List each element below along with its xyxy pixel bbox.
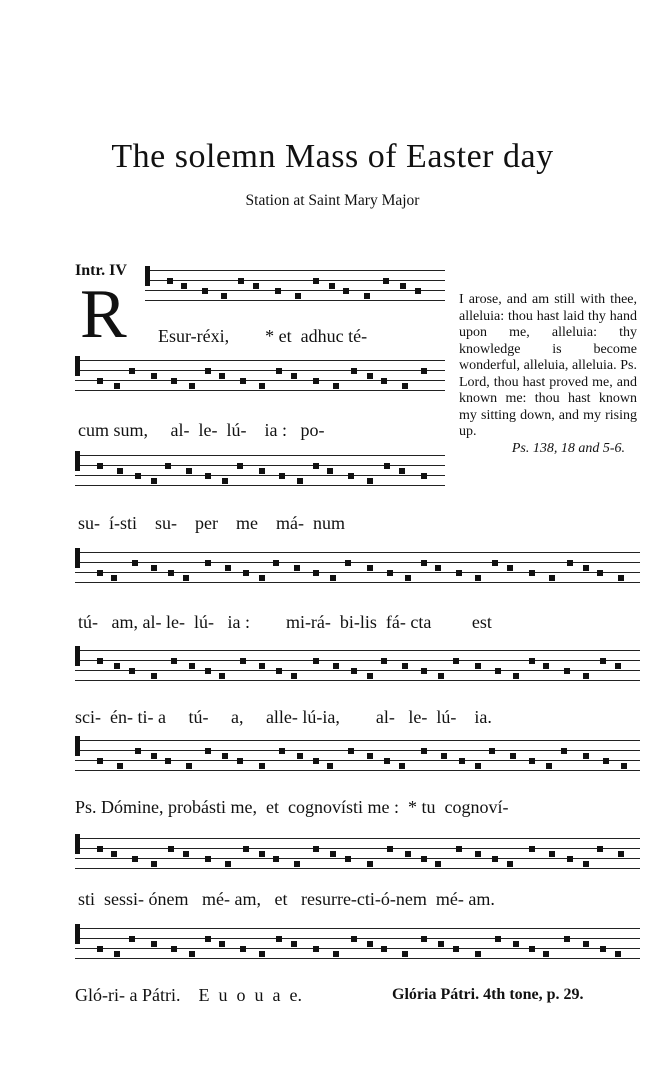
neume-icon — [168, 570, 174, 576]
neume-icon — [294, 565, 300, 571]
lyric-line-8: Gló-ri- a Pátri. E u o u a e. — [75, 985, 302, 1005]
neume-icon — [97, 658, 103, 664]
neume-icon — [205, 368, 211, 374]
neume-icon — [456, 846, 462, 852]
neume-icon — [111, 575, 117, 581]
neume-icon — [189, 951, 195, 957]
neume-icon — [583, 753, 589, 759]
neume-icon — [384, 463, 390, 469]
neume-icon — [421, 473, 427, 479]
neume-icon — [529, 658, 535, 664]
neume-icon — [583, 565, 589, 571]
neume-icon — [151, 565, 157, 571]
neume-icon — [621, 763, 627, 769]
neume-icon — [421, 856, 427, 862]
neume-icon — [135, 748, 141, 754]
neume-icon — [114, 951, 120, 957]
neume-icon — [313, 846, 319, 852]
neume-icon — [438, 941, 444, 947]
neume-icon — [205, 473, 211, 479]
neume-icon — [583, 673, 589, 679]
neume-icon — [583, 941, 589, 947]
neume-icon — [205, 668, 211, 674]
neume-icon — [381, 658, 387, 664]
neume-icon — [351, 668, 357, 674]
neume-icon — [567, 856, 573, 862]
neume-icon — [381, 378, 387, 384]
neume-icon — [313, 278, 319, 284]
neume-icon — [513, 941, 519, 947]
neume-icon — [453, 946, 459, 952]
neume-icon — [475, 763, 481, 769]
neume-icon — [459, 758, 465, 764]
neume-icon — [600, 658, 606, 664]
neume-icon — [615, 951, 621, 957]
neume-icon — [345, 560, 351, 566]
neume-icon — [168, 846, 174, 852]
neume-icon — [183, 851, 189, 857]
neume-icon — [225, 565, 231, 571]
neume-icon — [367, 673, 373, 679]
neume-icon — [205, 936, 211, 942]
neume-icon — [333, 663, 339, 669]
neume-icon — [167, 278, 173, 284]
neume-icon — [510, 753, 516, 759]
neume-icon — [435, 861, 441, 867]
neume-icon — [387, 570, 393, 576]
neume-icon — [567, 560, 573, 566]
neume-icon — [259, 575, 265, 581]
neume-icon — [367, 941, 373, 947]
neume-icon — [543, 663, 549, 669]
clef-icon — [75, 356, 80, 376]
neume-icon — [222, 478, 228, 484]
neume-icon — [117, 468, 123, 474]
neume-icon — [405, 575, 411, 581]
neume-icon — [279, 748, 285, 754]
neume-icon — [291, 941, 297, 947]
neume-icon — [97, 758, 103, 764]
neume-icon — [276, 668, 282, 674]
neume-icon — [529, 846, 535, 852]
neume-icon — [171, 378, 177, 384]
neume-icon — [291, 673, 297, 679]
neume-icon — [221, 293, 227, 299]
translation-text: I arose, and am still with thee, alleluia: thou hast laid thy hand upon me, alleluia: thy knowledge is become wonderful, alleluia, alleluia. Ps. Lord, thou hast proved me, and known me: thou hast known my sitting down, and my rising up. — [459, 292, 637, 439]
neume-icon — [618, 575, 624, 581]
neume-icon — [276, 936, 282, 942]
neume-icon — [329, 283, 335, 289]
neume-icon — [97, 846, 103, 852]
neume-icon — [273, 560, 279, 566]
neume-icon — [384, 758, 390, 764]
neume-icon — [253, 283, 259, 289]
neume-icon — [367, 861, 373, 867]
neume-icon — [330, 575, 336, 581]
neume-icon — [151, 673, 157, 679]
neume-icon — [259, 468, 265, 474]
neume-icon — [129, 668, 135, 674]
staff-2 — [75, 360, 445, 392]
neume-icon — [238, 278, 244, 284]
neume-icon — [435, 565, 441, 571]
staff-6 — [75, 740, 640, 772]
neume-icon — [333, 383, 339, 389]
neume-icon — [367, 565, 373, 571]
neume-icon — [151, 478, 157, 484]
translation-reference: Ps. 138, 18 and 5-6. — [511, 440, 625, 456]
neume-icon — [259, 763, 265, 769]
lyric-line-1: Esur-réxi, * et adhuc té- — [158, 326, 368, 346]
lyric-line-7: sti sessi- ónem mé- am, et resurre-cti-ó-nem mé- am. — [78, 889, 495, 909]
neume-icon — [259, 383, 265, 389]
neume-icon — [186, 468, 192, 474]
neume-icon — [402, 951, 408, 957]
neume-icon — [171, 946, 177, 952]
neume-icon — [495, 668, 501, 674]
neume-icon — [489, 748, 495, 754]
neume-icon — [438, 673, 444, 679]
neume-icon — [327, 468, 333, 474]
chant-initial: R — [80, 276, 127, 353]
neume-icon — [492, 560, 498, 566]
neume-icon — [364, 293, 370, 299]
page-subtitle: Station at Saint Mary Major — [245, 192, 420, 209]
neume-icon — [313, 570, 319, 576]
neume-icon — [600, 946, 606, 952]
neume-icon — [492, 856, 498, 862]
staff-4 — [75, 552, 640, 584]
neume-icon — [564, 668, 570, 674]
neume-icon — [259, 951, 265, 957]
neume-icon — [129, 936, 135, 942]
clef-icon — [75, 451, 80, 471]
neume-icon — [276, 368, 282, 374]
clef-icon — [145, 266, 150, 286]
neume-icon — [597, 570, 603, 576]
neume-icon — [240, 378, 246, 384]
neume-icon — [399, 763, 405, 769]
neume-icon — [402, 663, 408, 669]
neume-icon — [181, 283, 187, 289]
lyric-line-2: cum sum, al- le- lú- ia : po- — [78, 420, 325, 440]
neume-icon — [240, 946, 246, 952]
neume-icon — [243, 570, 249, 576]
neume-icon — [561, 748, 567, 754]
neume-icon — [603, 758, 609, 764]
neume-icon — [456, 570, 462, 576]
neume-icon — [367, 478, 373, 484]
clef-icon — [75, 924, 80, 944]
neume-icon — [399, 468, 405, 474]
neume-icon — [415, 288, 421, 294]
neume-icon — [243, 846, 249, 852]
page-title: The solemn Mass of Easter day — [111, 138, 554, 175]
neume-icon — [151, 373, 157, 379]
neume-icon — [405, 851, 411, 857]
neume-icon — [367, 753, 373, 759]
neume-icon — [513, 673, 519, 679]
neume-icon — [219, 373, 225, 379]
clef-icon — [75, 834, 80, 854]
neume-icon — [313, 946, 319, 952]
neume-icon — [295, 293, 301, 299]
neume-icon — [618, 851, 624, 857]
neume-icon — [165, 463, 171, 469]
neume-icon — [529, 570, 535, 576]
neume-icon — [381, 946, 387, 952]
neume-icon — [294, 861, 300, 867]
neume-icon — [421, 748, 427, 754]
neume-icon — [313, 658, 319, 664]
neume-icon — [202, 288, 208, 294]
neume-icon — [475, 575, 481, 581]
neume-icon — [183, 575, 189, 581]
neume-icon — [237, 463, 243, 469]
staff-7 — [75, 838, 640, 870]
neume-icon — [237, 758, 243, 764]
neume-icon — [225, 861, 231, 867]
neume-icon — [327, 763, 333, 769]
neume-icon — [313, 463, 319, 469]
neume-icon — [529, 758, 535, 764]
neume-icon — [367, 373, 373, 379]
neume-icon — [383, 278, 389, 284]
neume-icon — [351, 368, 357, 374]
clef-icon — [75, 736, 80, 756]
staff-8 — [75, 928, 640, 960]
neume-icon — [205, 560, 211, 566]
neume-icon — [543, 951, 549, 957]
neume-icon — [97, 946, 103, 952]
neume-icon — [151, 753, 157, 759]
neume-icon — [313, 378, 319, 384]
lyric-line-3: su- í-sti su- per me má- num — [78, 513, 345, 533]
neume-icon — [313, 758, 319, 764]
neume-icon — [387, 846, 393, 852]
lyric-line-6: Ps. Dómine, probásti me, et cognovísti me : * tu cognoví- — [75, 797, 509, 817]
neume-icon — [546, 763, 552, 769]
neume-icon — [117, 763, 123, 769]
neume-icon — [421, 368, 427, 374]
staff-5 — [75, 650, 640, 682]
neume-icon — [297, 478, 303, 484]
neume-icon — [189, 663, 195, 669]
neume-icon — [259, 851, 265, 857]
neume-icon — [219, 941, 225, 947]
neume-icon — [351, 936, 357, 942]
staff-3 — [75, 455, 445, 487]
neume-icon — [400, 283, 406, 289]
neume-icon — [129, 368, 135, 374]
neume-icon — [273, 856, 279, 862]
neume-icon — [475, 663, 481, 669]
neume-icon — [151, 941, 157, 947]
neume-icon — [111, 851, 117, 857]
neume-icon — [135, 473, 141, 479]
neume-icon — [421, 936, 427, 942]
neume-icon — [583, 861, 589, 867]
neume-icon — [441, 753, 447, 759]
neume-icon — [189, 383, 195, 389]
neume-icon — [114, 383, 120, 389]
neume-icon — [97, 378, 103, 384]
neume-icon — [564, 936, 570, 942]
neume-icon — [421, 560, 427, 566]
neume-icon — [507, 861, 513, 867]
neume-icon — [151, 861, 157, 867]
neume-icon — [475, 951, 481, 957]
neume-icon — [453, 658, 459, 664]
neume-icon — [615, 663, 621, 669]
neume-icon — [507, 565, 513, 571]
neume-icon — [348, 473, 354, 479]
neume-icon — [529, 946, 535, 952]
neume-icon — [186, 763, 192, 769]
clef-icon — [75, 548, 80, 568]
neume-icon — [495, 936, 501, 942]
neume-icon — [333, 951, 339, 957]
neume-icon — [297, 753, 303, 759]
neume-icon — [259, 663, 265, 669]
neume-icon — [114, 663, 120, 669]
neume-icon — [97, 463, 103, 469]
neume-icon — [279, 473, 285, 479]
neume-icon — [475, 851, 481, 857]
neume-icon — [132, 560, 138, 566]
neume-icon — [345, 856, 351, 862]
lyric-line-5: sci- én- ti- a tú- a, alle- lú-ia, al- le- lú- ia. — [75, 707, 492, 727]
neume-icon — [421, 668, 427, 674]
neume-icon — [165, 758, 171, 764]
neume-icon — [330, 851, 336, 857]
neume-icon — [549, 575, 555, 581]
neume-icon — [97, 570, 103, 576]
neume-icon — [132, 856, 138, 862]
staff-1 — [145, 270, 445, 302]
neume-icon — [402, 383, 408, 389]
neume-icon — [205, 856, 211, 862]
gloria-note: Glória Pátri. 4th tone, p. 29. — [392, 986, 584, 1003]
neume-icon — [275, 288, 281, 294]
neume-icon — [171, 658, 177, 664]
neume-icon — [348, 748, 354, 754]
neume-icon — [597, 846, 603, 852]
neume-icon — [222, 753, 228, 759]
neume-icon — [205, 748, 211, 754]
neume-icon — [291, 373, 297, 379]
neume-icon — [240, 658, 246, 664]
lyric-line-4: tú- am, al- le- lú- ia : mi-rá- bi-lis fá- cta est — [78, 612, 492, 632]
neume-icon — [343, 288, 349, 294]
neume-icon — [219, 673, 225, 679]
mode-label: Intr. IV — [75, 262, 127, 279]
neume-icon — [549, 851, 555, 857]
translation-block — [459, 292, 637, 457]
clef-icon — [75, 646, 80, 666]
